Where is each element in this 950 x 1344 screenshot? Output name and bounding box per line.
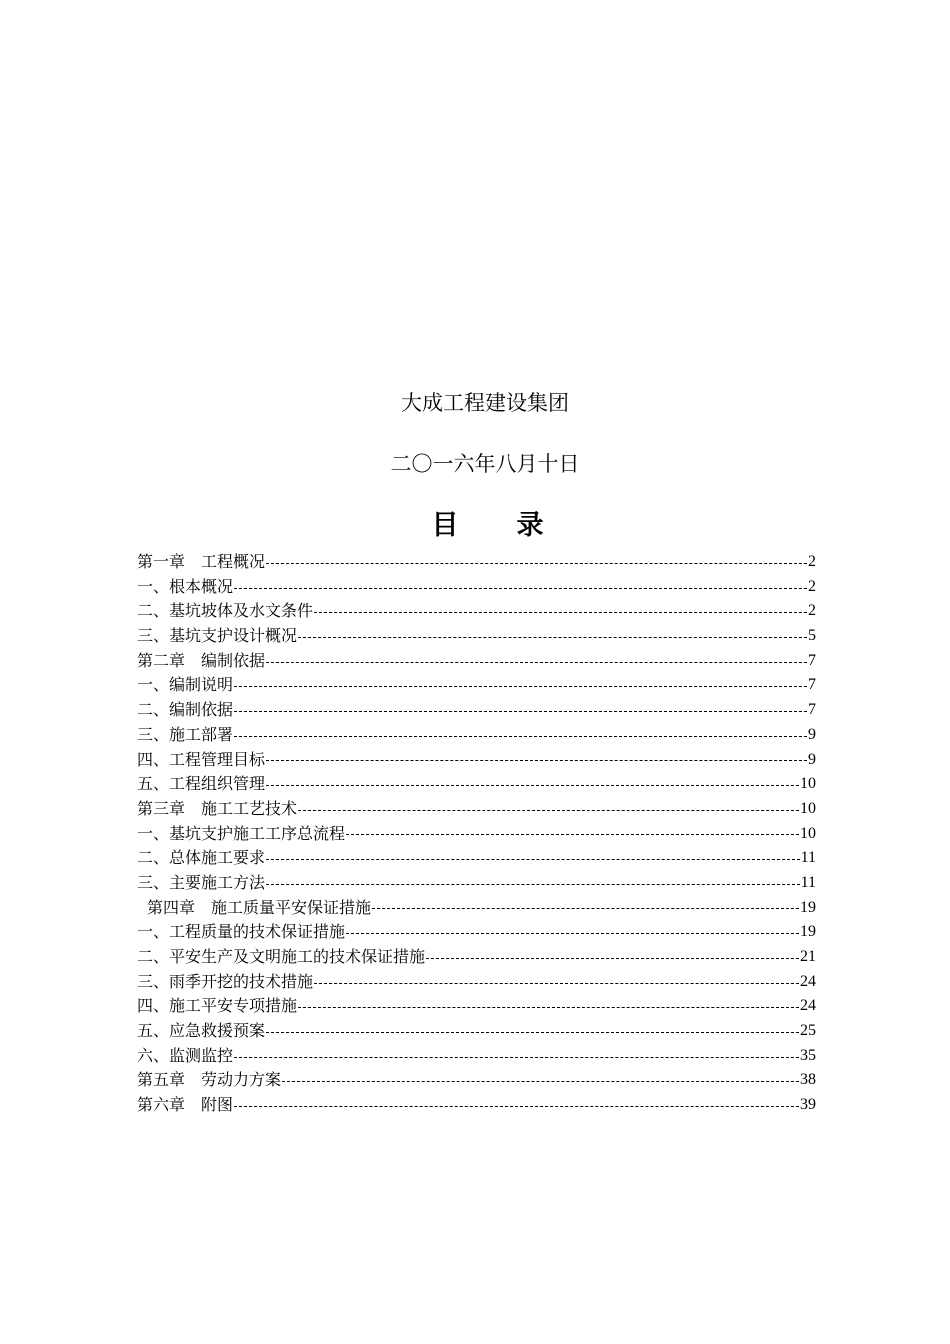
toc-leader [298, 1007, 799, 1008]
toc-entry[interactable] [137, 673, 816, 698]
toc-entry-page: 24 [800, 997, 816, 1015]
toc-entry-label: 第三章 施工工艺技术 [137, 798, 298, 818]
toc-entry[interactable] [137, 1019, 816, 1044]
toc-entry[interactable] [137, 698, 816, 723]
toc-leader [234, 1057, 799, 1058]
toc-entry-page: 7 [808, 651, 816, 669]
toc-entry-page: 35 [800, 1046, 816, 1064]
toc-entry[interactable] [137, 772, 816, 797]
toc-entry-page: 2 [808, 553, 816, 570]
toc-entry[interactable] [137, 1068, 816, 1093]
toc-entry[interactable] [137, 1093, 816, 1118]
toc-entry-page: 39 [800, 1096, 816, 1114]
toc-entry[interactable] [137, 871, 816, 896]
toc-leader [234, 588, 807, 589]
toc-entry-page: 9 [808, 750, 816, 768]
toc-entry[interactable] [137, 920, 816, 945]
toc-entry-page: 25 [800, 1022, 816, 1040]
toc-entry-label: 三、雨季开挖的技术措施 [137, 971, 314, 991]
toc-leader [266, 785, 799, 786]
toc-leader [346, 933, 799, 934]
toc-entry-label: 第六章 附图 [137, 1095, 234, 1115]
toc-leader [266, 884, 800, 885]
toc-entry[interactable] [137, 1044, 816, 1069]
toc-entry-label: 二、总体施工要求 [137, 848, 266, 868]
toc-entry-label: 一、工程质量的技术保证措施 [137, 922, 346, 942]
toc-leader [426, 958, 799, 959]
toc-entry-page: 7 [808, 701, 816, 719]
toc-entry[interactable] [137, 748, 816, 773]
toc-title-left: 目 [431, 510, 459, 541]
toc-entry[interactable] [137, 599, 816, 624]
toc-entry[interactable] [137, 822, 816, 847]
toc-entry-label: 一、编制说明 [137, 675, 234, 695]
toc-entry[interactable] [137, 550, 816, 575]
toc-entry[interactable] [137, 994, 816, 1019]
toc-entry-label: 一、基坑支护施工工序总流程 [137, 823, 346, 843]
toc-entry-page: 10 [800, 799, 816, 817]
toc-entry[interactable] [137, 970, 816, 995]
toc-entry-label: 二、基坑坡体及水文条件 [137, 601, 314, 621]
toc-entry-page: 10 [800, 775, 816, 793]
toc-entry-label: 第二章 编制依据 [137, 650, 266, 670]
document-date: 二〇一六年八月十日 [390, 452, 580, 476]
toc-entry-page: 10 [800, 824, 816, 842]
toc-entry-label: 二、编制依据 [137, 700, 234, 720]
toc-leader [266, 563, 807, 564]
toc-entry-label: 五、工程组织管理 [137, 774, 266, 794]
toc-entry-page: 24 [800, 972, 816, 990]
toc-leader [346, 834, 799, 835]
toc-entry-label: 二、平安生产及文明施工的技术保证措施 [137, 947, 426, 966]
toc-entry-page: 9 [808, 725, 816, 743]
toc-entry[interactable] [137, 624, 816, 649]
toc-entry-page: 7 [808, 676, 816, 694]
toc-entry[interactable] [137, 723, 816, 748]
toc-leader [234, 711, 807, 712]
toc-entry-label: 四、施工平安专项措施 [137, 996, 298, 1016]
toc-title-right: 录 [516, 510, 544, 541]
toc-entry[interactable] [137, 945, 816, 970]
toc-entry-page: 38 [800, 1071, 816, 1089]
toc-entry-label: 一、根本概况 [137, 576, 234, 596]
toc-leader [298, 810, 799, 811]
toc-leader [266, 1032, 799, 1033]
toc-entry-page: 21 [800, 948, 816, 965]
toc-entry[interactable] [137, 797, 816, 822]
toc-entry-label: 四、工程管理目标 [137, 749, 266, 769]
toc-entry-page: 2 [808, 577, 816, 595]
toc-leader [282, 1081, 799, 1082]
toc-entry-label: 三、主要施工方法 [137, 872, 266, 892]
toc-entry[interactable] [137, 575, 816, 600]
toc-leader [372, 908, 799, 909]
company-name: 大成工程建设集团 [401, 391, 569, 415]
toc-entry[interactable] [137, 896, 816, 921]
toc-leader [234, 686, 807, 687]
toc-leader [314, 983, 799, 984]
table-of-contents [137, 550, 816, 1118]
toc-entry-label: 第四章 施工质量平安保证措施 [147, 897, 372, 917]
toc-entry-page: 11 [800, 849, 816, 867]
toc-entry-page: 2 [808, 602, 816, 620]
toc-entry-label: 六、监测监控 [137, 1045, 234, 1065]
toc-entry-page: 5 [808, 627, 816, 645]
toc-leader [298, 637, 807, 638]
toc-entry-page: 19 [800, 898, 816, 916]
toc-title [0, 508, 950, 544]
toc-entry-page: 19 [800, 923, 816, 941]
toc-entry[interactable] [137, 846, 816, 871]
toc-entry[interactable] [137, 649, 816, 674]
toc-leader [266, 859, 800, 860]
toc-leader [266, 662, 807, 663]
toc-leader [266, 760, 807, 761]
toc-entry-label: 三、施工部署 [137, 724, 234, 744]
toc-leader [234, 1106, 799, 1107]
toc-entry-label: 三、基坑支护设计概况 [137, 626, 298, 646]
toc-entry-label: 第一章 工程概况 [137, 552, 266, 571]
toc-entry-label: 第五章 劳动力方案 [137, 1070, 282, 1090]
toc-entry-label: 五、应急救援预案 [137, 1021, 266, 1041]
toc-leader [234, 736, 807, 737]
toc-leader [314, 612, 807, 613]
toc-entry-page: 11 [800, 873, 816, 891]
